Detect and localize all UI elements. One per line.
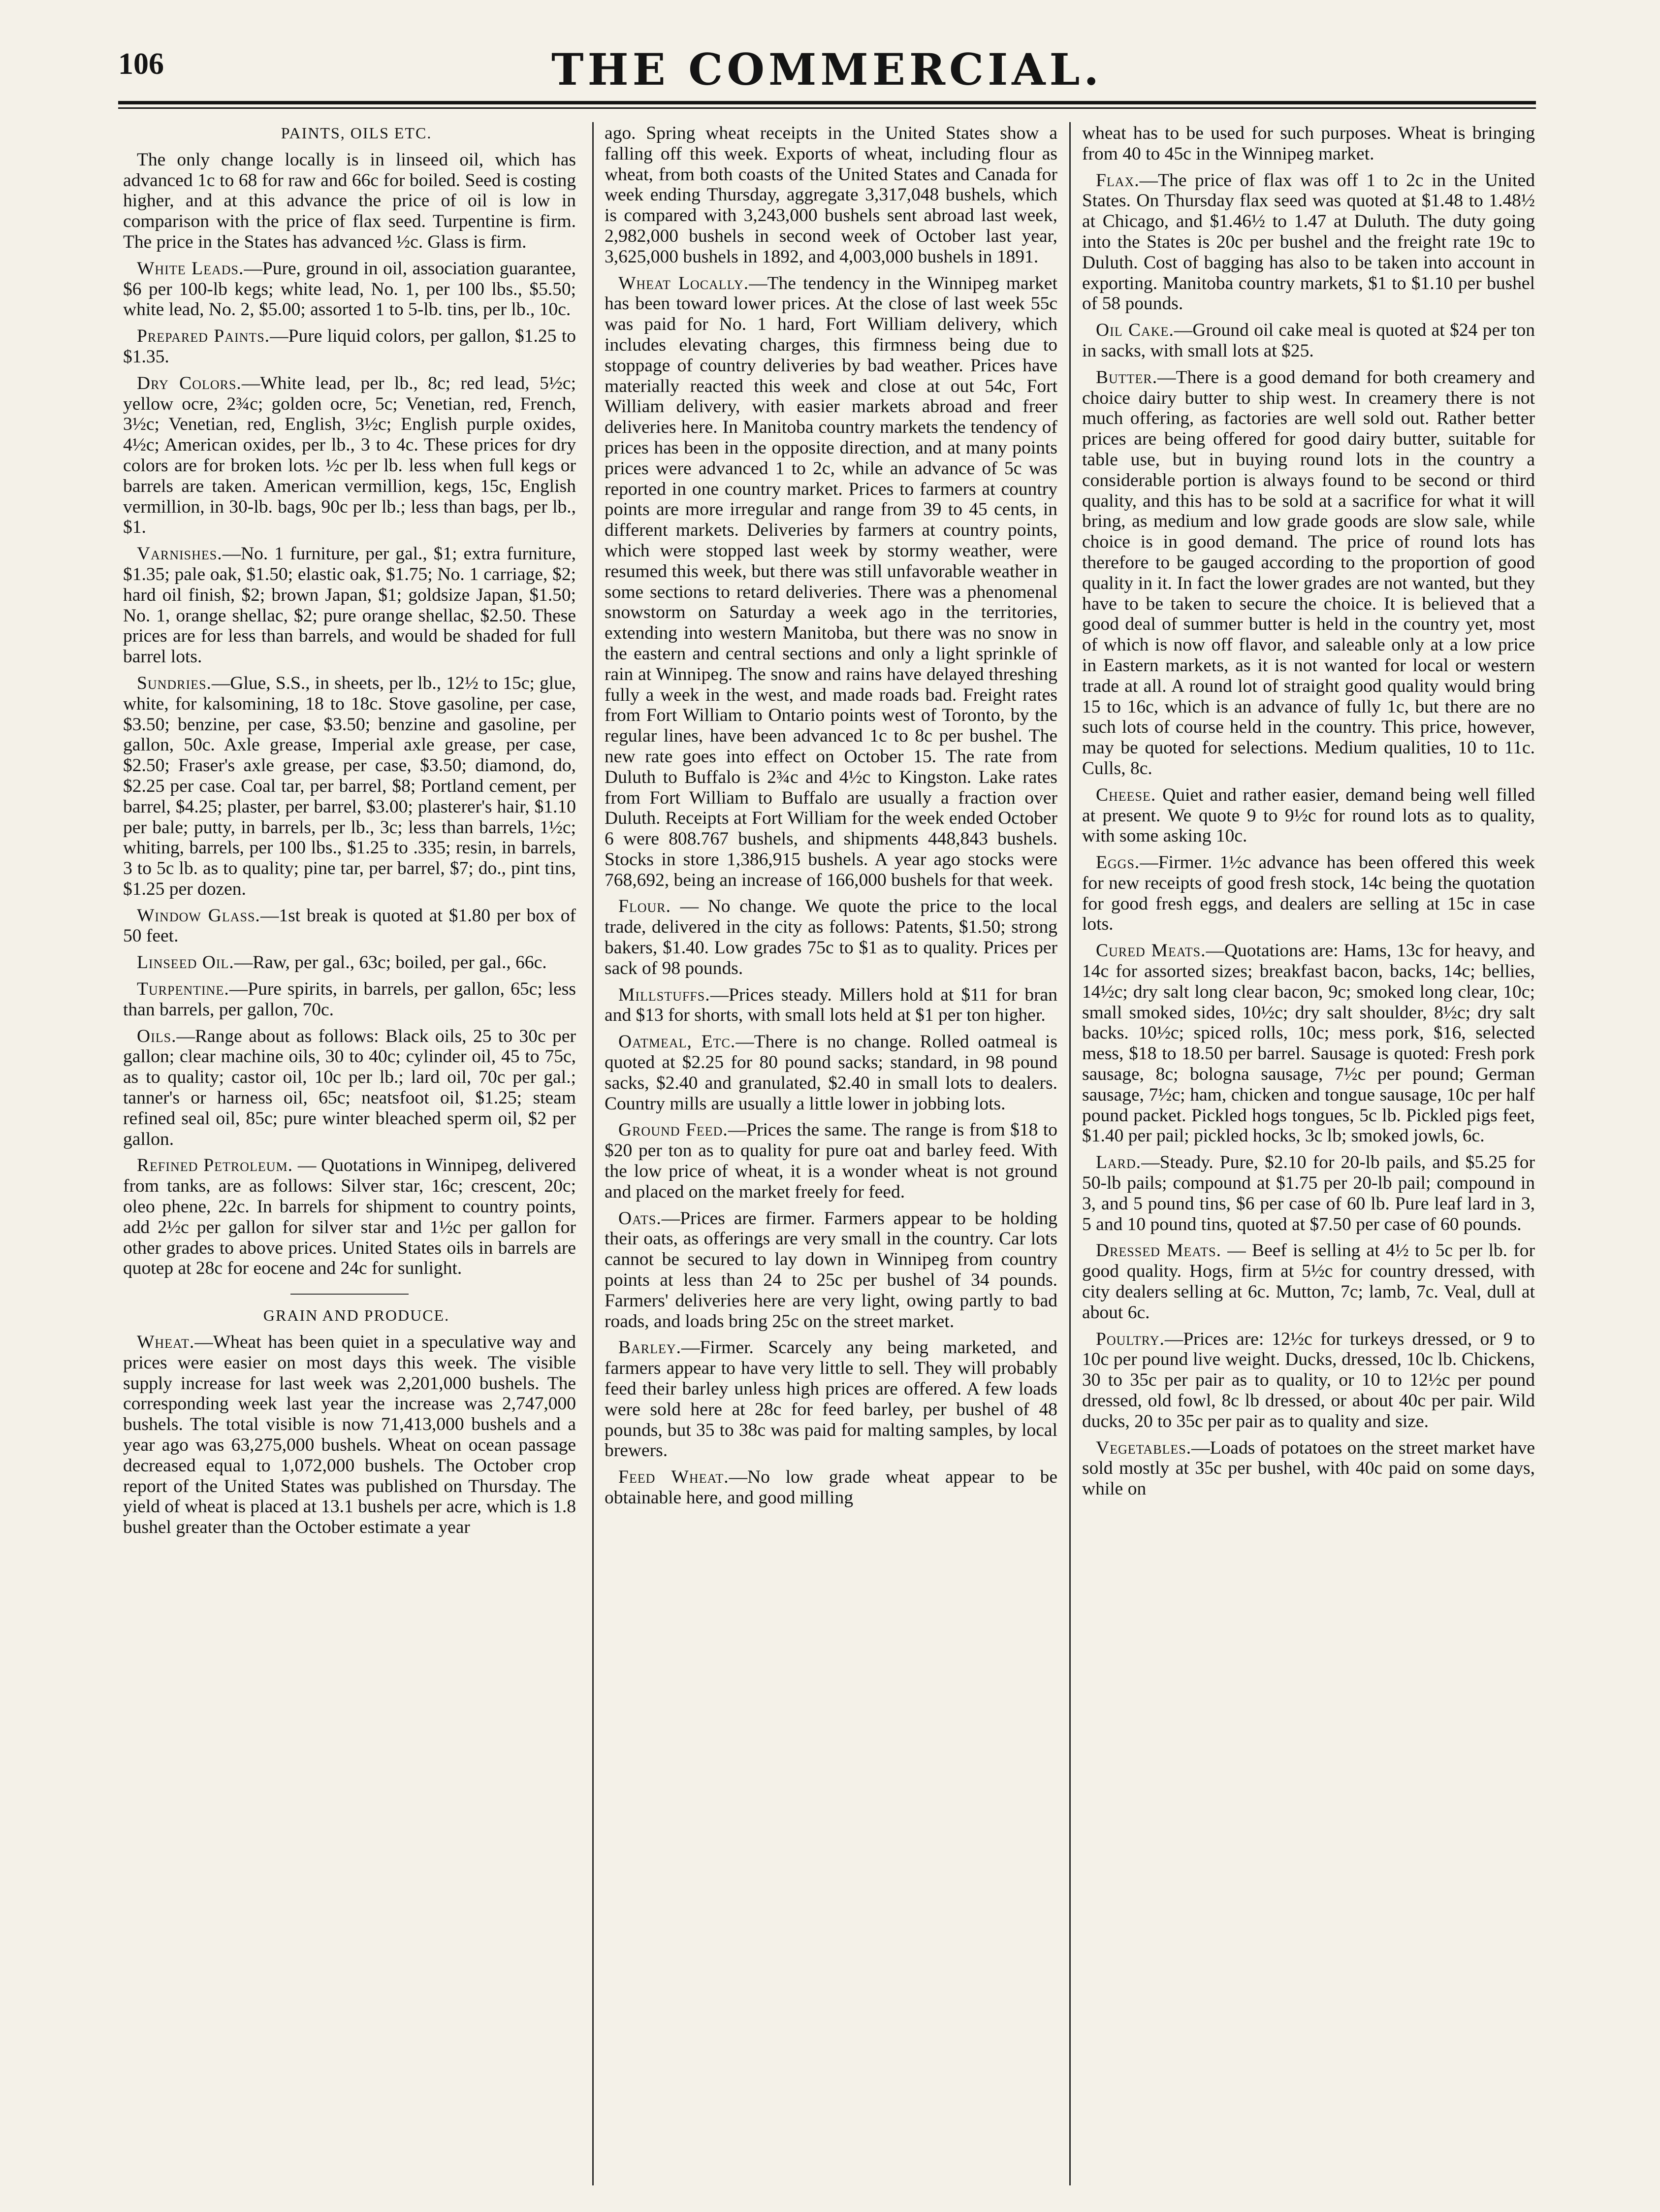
item-text: —Prices are: 12½c for turkeys dressed, or 9 to 10c per pound live weight. Ducks, dressed, 10c lb. Chickens, 30 to 35c per pair as to quality, or 10 to 12½c per pound dressed, old fowl, 8c lb dressed, or about 40c per pair. Wild ducks, 20 to 35c per pair as to quality and size.	[1082, 1329, 1535, 1431]
paragraph-oats	[605, 1208, 1057, 1332]
page-number: 106	[118, 47, 164, 81]
item-text: — No change. We quote the price to the local trade, delivered in the city as follows: Patents, $1.50; strong bakers, $1.40. Low grades 75c to $1 as to quality. Prices per sack of 98 pounds.	[605, 896, 1057, 978]
paragraph-dressed-meats	[1082, 1240, 1535, 1323]
item-lead: Cured Meats.	[1096, 941, 1206, 961]
item-text: —No. 1 furniture, per gal., $1; extra furniture, $1.35; pale oak, $1.50; elastic oak, $1.75; No. 1 carriage, $2; hard oil finish, $2; brown Japan, $1; goldsize Japan, $1.50; No. 1, orange shellac, $2; pure orange shellac, $2.50. These prices are for less than barrels, and would be shaded for full barrel lots.	[123, 544, 576, 667]
column-divider	[592, 122, 594, 2185]
item-text: —Pure liquid colors, per gallon, $1.25 to $1.35.	[123, 326, 576, 367]
item-lead: Millstuffs.	[618, 984, 710, 1005]
paragraph-cured-meats	[1082, 941, 1535, 1146]
paragraph-dry-colors	[123, 373, 576, 538]
item-text: —Prices steady. Millers hold at $11 for bran and $13 for shorts, with small lots held at $1 per ton higher.	[605, 984, 1057, 1026]
paragraph-oatmeal	[605, 1032, 1057, 1114]
item-lead: Wheat Locally.	[618, 273, 749, 293]
paragraph-vegetables	[1082, 1438, 1535, 1499]
paragraph-feed-wheat-continued: wheat has to be used for such purposes. Wheat is bringing from 40 to 45c in the Winnipeg market.	[1082, 123, 1535, 164]
paragraph-flour	[605, 896, 1057, 978]
item-lead: Oil Cake.	[1096, 320, 1174, 341]
item-lead: Feed Wheat.	[618, 1467, 729, 1488]
paragraph-window-glass	[123, 906, 576, 947]
item-lead: White Leads.	[137, 258, 244, 279]
item-lead: Window Glass.	[137, 905, 260, 926]
header-rule-thin	[118, 107, 1536, 109]
item-lead: Prepared Paints.	[137, 326, 270, 347]
item-lead: Barley.	[618, 1337, 682, 1358]
item-lead: Eggs.	[1096, 852, 1140, 873]
paragraph-feed-wheat	[605, 1467, 1057, 1508]
item-lead: Butter.	[1096, 367, 1158, 388]
item-text: —White lead, per lb., 8c; red lead, 5½c; yellow ocre, 2¾c; golden ocre, 5c; Venetian, red, French, 3½c; Venetian, red, English, 3½c; English purple oxides, 4½c; American oxides, per lb., 3 to 4c. These prices for dry colors are for broken lots. ½c per lb. less when full kegs or barrels are taken. American vermillion, kegs, 15c, English vermillion, in 30-lb. bags, 90c per lb.; less than bags, per lb., $1.	[123, 373, 576, 538]
item-lead: Sundries.	[137, 673, 212, 693]
item-lead: Oatmeal, Etc.	[618, 1032, 736, 1052]
item-text: —Loads of potatoes on the street market have sold mostly at 35c per bushel, with 40c paid on some days, while on	[1082, 1437, 1535, 1499]
paragraph-varnishes	[123, 544, 576, 667]
item-text: —Prices are firmer. Farmers appear to be holding their oats, as offerings are very small in the country. Car lots cannot be secured to lay down in Winnipeg from country points at less than 24 to 25c per bushel of 34 pounds. Farmers' deliveries here are very light, owing partly to bad roads, and loads bring 25c on the street market.	[605, 1208, 1057, 1332]
item-text: Quiet and rather easier, demand being well filled at present. We quote 9 to 9½c for round lots as to quality, with some asking 10c.	[1082, 784, 1535, 846]
header-rule-thick	[118, 101, 1536, 104]
item-text: —There is a good demand for both creamery and choice dairy butter to ship west. In creamery there is not much offering, as factories are well sold out. Rather better prices are being offered for good dairy butter, suitable for table use, but in buying round lots in the country a considerable portion is always found to be second or third quality, and this has to be sold at a sacrifice for what it will bring, as medium and low grade goods are slow sale, while choice is in good demand. The price of round lots has therefore to be gauged according to the proportion of good quality in it. In fact the lower grades are not wanted, but they have to be taken to secure the choice. It is believed that a good deal of summer butter is held in the country yet, most of which is now off flavor, and saleable only at a low price in Eastern markets, as it is not wanted for local or western trade at all. A round lot of straight good quality would bring 15 to 16c, which is an advance of fully 1c, but there are no such lots of course held in the country. This price, however, may be quoted for selections. Medium qualities, 10 to 11c. Culls, 8c.	[1082, 367, 1535, 779]
item-text: — Quotations in Winnipeg, delivered from tanks, are as follows: Silver star, 16c; crescent, 20c; oleo phene, 22c. In barrels for shipment to country points, add 2½c per gallon for silver star and 1½c per gallon for other grades to above prices. United States oils in barrels are quotep at 28c for eocene and 24c for sunlight.	[123, 1155, 576, 1279]
item-lead: Linseed Oil.	[137, 952, 234, 973]
item-text: —Ground oil cake meal is quoted at $24 per ton in sacks, with small lots at $25.	[1082, 320, 1535, 361]
item-lead: Dry Colors.	[137, 373, 242, 393]
paragraph-wheat	[123, 1332, 576, 1538]
item-text: —The price of flax was off 1 to 2c in the United States. On Thursday flax seed was quoted at $1.48 to 1.48½ at Chicago, and $1.46½ to 1.47 at Duluth. The duty going into the States is 20c per bushel and the freight rate 19c to Duluth. Cost of bagging has also to be taken into account in exporting. Manitoba country markets, $1 to $1.10 per bushel of 58 pounds.	[1082, 170, 1535, 314]
item-lead: Refined Petroleum.	[137, 1155, 293, 1176]
paragraph-white-leads	[123, 259, 576, 320]
item-text: —Quotations are: Hams, 13c for heavy, and 14c for assorted sizes; breakfast bacon, backs, 14c; bellies, 14½c; dry salt long clear bacon, 9c; smoked long clear, 10c; small smoked sides, 10½c; dry salt shoulder, 8½c; dry salt backs. 10½c; spiced rolls, 10c; mess pork, $16, selected mess, $18 to 18.50 per barrel. Sausage is quoted: Fresh pork sausage, 8c; bologna sausage, 7½c per pound; German sausage, 7½c; ham, chicken and tongue sausage, 10c per half pound packet. Pickled hogs tongues, 5c lb. Pickled pigs feet, $1.40 per pail; pickled hocks, 3c lb; smoked jowls, 6c.	[1082, 941, 1535, 1146]
item-text: —No low grade wheat appear to be obtainable here, and good milling	[605, 1467, 1057, 1508]
paragraph-refined-petroleum	[123, 1155, 576, 1279]
item-text: —Firmer. Scarcely any being marketed, and farmers appear to have very little to sell. They will probably feed their barley unless high prices are offered. A few loads were sold here at 28c for feed barley, per bushel of 48 pounds, but 35 to 38c was paid for malting samples, by local brewers.	[605, 1337, 1057, 1461]
item-text: —Wheat has been quiet in a speculative way and prices were easier on most days this week. The visible supply increase for last week was 2,201,000 bushels. The corresponding week last year the increase was 2,747,000 bushels. The total visible is now 71,413,000 bushels and a year ago was 63,275,000 bushels. Wheat on ocean passage decreased equal to 1,072,000 bushels. The October crop report of the United States was published on Thursday. The yield of wheat is placed at 13.1 bushels per acre, which is 1.8 bushel greater than the October estimate a year	[123, 1332, 576, 1538]
column-2	[605, 123, 1057, 2181]
column-1	[123, 123, 576, 2181]
paragraph-barley	[605, 1337, 1057, 1461]
item-text: —Pure spirits, in barrels, per gallon, 65c; less than barrels, per gallon, 70c.	[123, 979, 576, 1020]
item-lead: Varnishes.	[137, 544, 223, 564]
paragraph-cheese	[1082, 785, 1535, 846]
item-lead: Dressed Meats.	[1096, 1240, 1221, 1261]
item-lead: Lard.	[1096, 1152, 1142, 1173]
paragraph-eggs	[1082, 852, 1535, 935]
paragraph-poultry	[1082, 1329, 1535, 1432]
paragraph-wheat-locally	[605, 273, 1057, 891]
paragraph-flax	[1082, 170, 1535, 315]
page-header	[118, 44, 1536, 95]
paragraph-sundries	[123, 673, 576, 900]
item-text: — Beef is selling at 4½ to 5c per lb. for good quality. Hogs, firm at 5½c for country dressed, with city dealers selling at 6c. Mutton, 7c; lamb, 7c. Veal, dull at about 6c.	[1082, 1240, 1535, 1323]
masthead-title: THE COMMERCIAL.	[551, 44, 1103, 95]
paragraph-millstuffs	[605, 985, 1057, 1026]
item-lead: Oats.	[618, 1208, 662, 1229]
item-text: —Glue, S.S., in sheets, per lb., 12½ to 15c; glue, white, for kalsomining, 18 to 18c. Stove gasoline, per case, $3.50; benzine, per case, $3.50; benzine and gasoline, per gallon, 50c. Axle grease, Imperial axle grease, per case, $2.50; Fraser's axle grease, per case, $3.50; diamond, do, $2.25 per case. Coal tar, per barrel, $8; Portland cement, per barrel, $4.25; plaster, per barrel, $3.00; plasterer's hair, $1.10 per bale; putty, in barrels, per lb., 3c; less than barrels, 1½c; whiting, barrels, per 100 lbs., $1.25 to .335; resin, in barrels, 3 to 5c lb. as to quality; pine tar, per barrel, $7; do., pint tins, $1.25 per dozen.	[123, 673, 576, 899]
item-text: —The tendency in the Winnipeg market has been toward lower prices. At the close of last week 55c was paid for No. 1 hard, Fort William delivery, which includes elevating charges, this firmness being due to stoppage of country deliveries by bad weather. Prices have materially reacted this week and close at out 54c, Fort William delivery, with easier markets abroad and freer deliveries here. In Manitoba country markets the tendency of prices has been in the opposite direction, and at many points prices were advanced 1 to 2c, while an advance of 5c was reported in one country market. Prices to farmers at country points are more irregular and range from 39 to 45 cents, in different markets. Deliveries by farmers at country points, which were stopped last week by stormy weather, were resumed this week, but there was still unfavorable weather in some sections to retard deliveries. There was a phenomenal snowstorm on Saturday a week ago in the territories, extending into western Manitoba, but there was no snow in the eastern and central sections and only a light sprinkle of rain at Winnipeg. The snow and rains have delayed threshing fully a week in the west, and made roads bad. Freight rates from Fort William to Ontario points west of Toronto, by the regular lines, have been advanced 1c to 8c per bushel. The new rate goes into effect on October 15. The rate from Duluth to Buffalo is 2¾c and 4½c to Kingston. Lake rates from Fort William to Buffalo are usually a fraction over Duluth. Receipts at Fort William for the week ended October 6 were 808.767 bushels, and shipments 448,843 bushels. Stocks in store 1,386,915 bushels. A year ago stocks were 768,692, being an increase of 166,000 bushels for that week.	[605, 273, 1057, 890]
item-text: —Prices the same. The range is from $18 to $20 per ton as to quality for pure oat and barley feed. With the low price of wheat, it is a wonder wheat is not ground and placed on the market freely for feed.	[605, 1120, 1057, 1202]
item-text: —Pure, ground in oil, association guarantee, $6 per 100-lb kegs; white lead, No. 1, per 100 lbs., $5.50; white lead, No. 2, $5.00; assorted 1 to 5-lb. tins, per lb., 10c.	[123, 258, 576, 320]
item-text: —Steady. Pure, $2.10 for 20-lb pails, and $5.25 for 50-lb pails; compound at $1.75 per 20-lb pail; compound in 3, and 5 pound tins, $6 per case of 60 lb. Pure leaf lard in 3, 5 and 10 pound tins, quoted at $7.50 per case of 60 pounds.	[1082, 1152, 1535, 1235]
paragraph-oil-cake	[1082, 320, 1535, 361]
paragraph-prepared-paints	[123, 326, 576, 367]
paragraph-paints-intro: The only change locally is in linseed oil, which has advanced 1c to 68 for raw and 66c for boiled. Seed is costing higher, and at this advance the price of oil is low in comparison with the price of flax seed. Turpentine is firm. The price in the States has advanced ½c. Glass is firm.	[123, 149, 576, 252]
section-heading-paints: PAINTS, OILS ETC.	[281, 124, 432, 142]
paragraph-linseed-oil	[123, 952, 576, 973]
item-lead: Flax.	[1096, 170, 1140, 191]
paragraph-turpentine	[123, 979, 576, 1020]
item-lead: Oils.	[137, 1026, 177, 1046]
item-lead: Ground Feed.	[618, 1120, 728, 1140]
item-lead: Poultry.	[1096, 1329, 1165, 1349]
item-text: —There is no change. Rolled oatmeal is quoted at $2.25 for 80 pound sacks; standard, in 98 pound sacks, $2.40 and granulated, $2.40 in small lots to dealers. Country mills are usually a little lower in jobbing lots.	[605, 1032, 1057, 1114]
section-heading-grain: GRAIN AND PRODUCE.	[263, 1306, 450, 1325]
item-lead: Vegetables.	[1096, 1437, 1192, 1458]
paragraph-ground-feed	[605, 1120, 1057, 1202]
item-lead: Wheat.	[137, 1332, 195, 1353]
item-lead: Flour.	[618, 896, 671, 917]
paragraph-lard	[1082, 1152, 1535, 1235]
item-text: —Range about as follows: Black oils, 25 to 30c per gallon; clear machine oils, 30 to 40c; cylinder oil, 45 to 75c, as to quality; castor oil, 10c per lb.; lard oil, 70c per gal.; tanner's or harness oil, 65c; neatsfoot oil, $1.25; steam refined seal oil, 85c; pure winter bleached sperm oil, $2 per gallon.	[123, 1026, 576, 1149]
paragraph-oils	[123, 1026, 576, 1150]
paragraph-butter	[1082, 367, 1535, 779]
column-divider	[1069, 122, 1071, 2185]
paragraph-wheat-continued: ago. Spring wheat receipts in the United States show a falling off this week. Exports of wheat, including flour as wheat, from both coasts of the United States and Canada for week ending Thursday, aggregate 3,317,048 bushels, which is compared with 3,243,000 bushels sent abroad last week, 2,982,000 bushels in second week of October last year, 3,625,000 bushels in 1892, and 4,003,000 bushels in 1891.	[605, 123, 1057, 267]
item-text: —Raw, per gal., 63c; boiled, per gal., 66c.	[234, 952, 547, 973]
item-lead: Turpentine.	[137, 979, 229, 1000]
item-lead: Cheese.	[1096, 784, 1156, 805]
item-text: —Firmer. 1½c advance has been offered this week for new receipts of good fresh stock, 14c being the quotation for good fresh eggs, and dealers are selling at 15c in case lots.	[1082, 852, 1535, 935]
item-text: —1st break is quoted at $1.80 per box of 50 feet.	[123, 905, 576, 946]
column-3	[1082, 123, 1535, 2181]
section-separator	[290, 1294, 409, 1295]
